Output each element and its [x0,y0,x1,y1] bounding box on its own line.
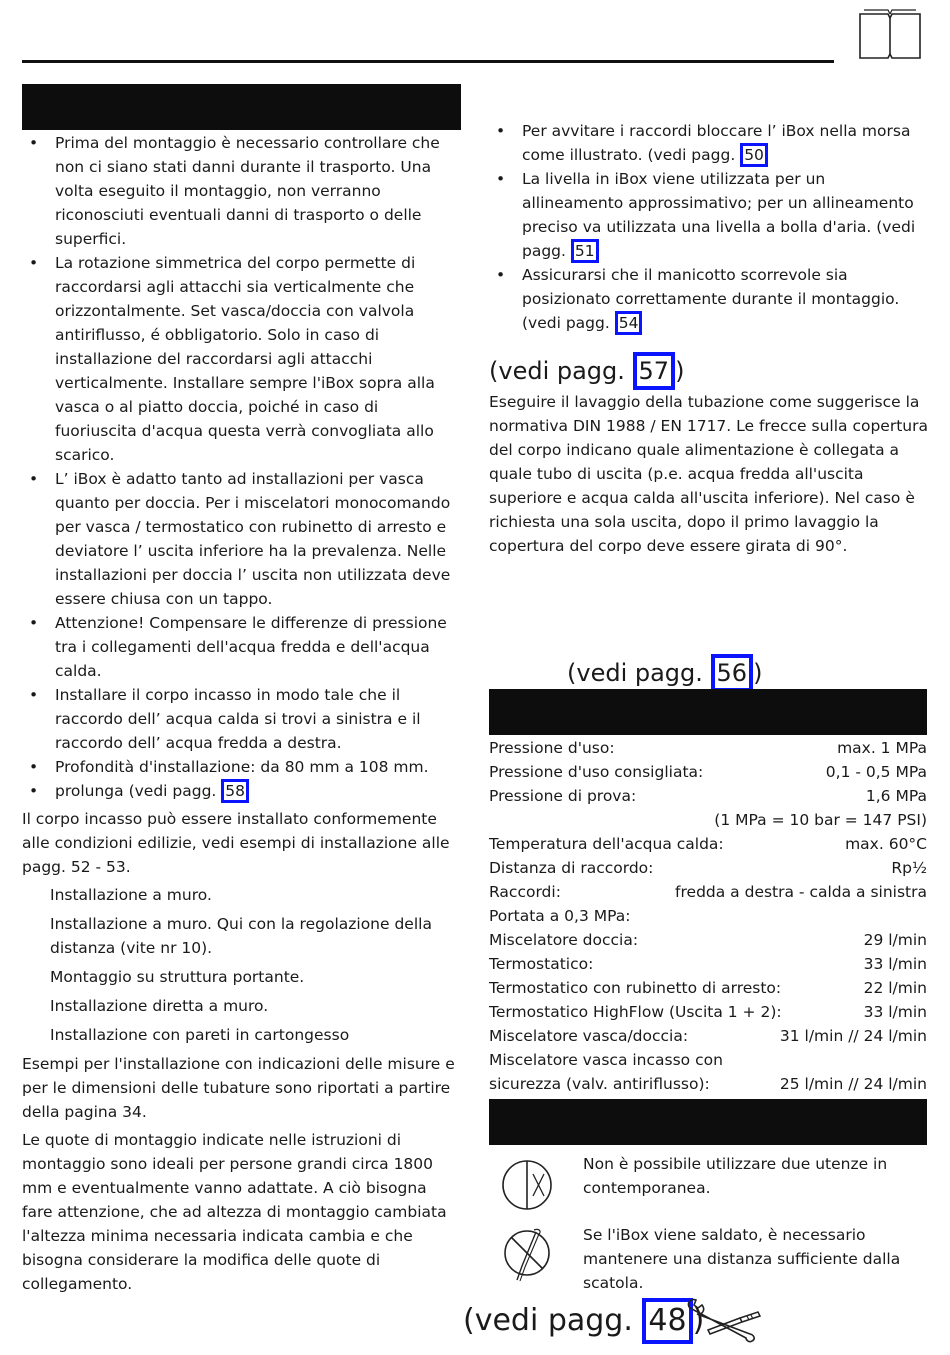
bottom-page-ref [463,1298,704,1344]
right-bullet-text: Assicurarsi che il manicotto scorrevole sia posizionato correttamente durante il montaggio. (vedi pagg. [522,266,900,332]
tech-label: Temperatura dell'acqua calda: [489,835,724,853]
page-ref-link[interactable]: 58 [221,779,249,803]
left-bullet-2: • La rotazione simmetrica del corpo permette di raccordarsi agli attacchi sia verticalmente che orizzontalmente. Set vasca/doccia con valvola antiriflusso, é obbligatorio. Solo in caso di installazione del raccordarsi agli attacchi verticalmente. Installare sempre l'iBox sopra alla vasca o al piatto doccia, poiché in caso di fuoriuscita d'acqua questa verrà convogliata allo scarico. [22,251,462,467]
tech-row [489,880,927,904]
quote-paragraph: Le quote di montaggio indicate nelle istruzioni di montaggio sono ideali per persone grandi circa 1800 mm e eventualmente vanno adattate. A ciò bisogna fare attenzione, che ad altezza di montaggio cambiata l'altezza minima necessaria indicata cambia e che bisogna considerare la modifica delle quote di collegamento. [22,1131,447,1293]
heading-paren: ) [675,357,685,385]
page-ref-link[interactable]: 54 [615,311,643,335]
tech-row [489,760,927,784]
right-bullet-3 [489,263,929,335]
tech-row [489,1024,927,1048]
page-ref-link[interactable]: 57 [633,352,676,390]
tech-label: Termostatico HighFlow (Uscita 1 + 2): [489,1003,782,1021]
tech-row [489,904,927,928]
tech-row [489,952,927,976]
tech-row [489,1072,927,1096]
right-bullets-block [489,119,929,335]
right-bullet-2 [489,167,929,263]
heading-paren: ) [692,1303,705,1338]
wrench-screwdriver-icon [684,1298,764,1346]
tech-row [489,784,927,808]
left-bullet-3: • L’ iBox è adatto tanto ad installazioni per vasca quanto per doccia. Per i miscelatori monocomando per vasca / termostatico con rubinetto di arresto e deviatore l’ uscita inferiore ha la prevalenza. Nelle installazioni per doccia l’ uscita non utilizzata deve essere chiusa con un tappo. [22,467,462,611]
page-ref-link[interactable]: 51 [571,239,599,263]
left-bullet-list [22,131,462,803]
tech-row [489,1048,927,1072]
right-bullet-list [489,119,929,335]
right-bullet-text: La livella in iBox viene utilizzata per un allineamento approssimativo; per un allineamento preciso va utilizzata una livella a bolla d'aria. (vedi pagg. [522,170,916,260]
tech-data-table [489,736,927,1096]
right-bullet-1 [489,119,929,167]
install-option: Installazione a muro. [50,886,212,904]
tech-value: 1,6 MPa [865,787,927,805]
install-option: Montaggio su struttura portante. [50,968,305,986]
book-icon [858,8,922,60]
tech-label: Miscelatore vasca/doccia: [489,1027,689,1045]
tech-row [489,856,927,880]
tech-label: Pressione d'uso: [489,739,615,757]
tech-value: 29 l/min [863,931,927,949]
intro-paragraph: Il corpo incasso può essere installato conformemente alle condizioni edilizie, vedi esempi di installazione alle pagg. 52 - 53. [22,810,450,876]
page-ref-link[interactable]: 50 [740,143,768,167]
bottom-ref-text: (vedi pagg. [463,1303,643,1338]
flush-heading-text: (vedi pagg. [489,357,633,385]
tech-value: 25 l/min // 24 l/min [779,1075,927,1093]
tech-row [489,928,927,952]
tech-row [489,976,927,1000]
left-bullet-5: • Installare il corpo incasso in modo tale che il raccordo dell’ acqua calda si trovi a sinistra e il raccordo dell’ acqua fredda a destra. [22,683,462,755]
tech-value: Rp½ [891,859,927,877]
tech-heading [567,654,762,692]
left-bullet-6: • Profondità d'installazione: da 80 mm a 108 mm. [22,755,462,779]
tech-label: Termostatico con rubinetto di arresto: [489,979,782,997]
prolunga-text: prolunga (vedi pagg. [55,782,222,800]
tech-value: 22 l/min [863,979,927,997]
no-parallel-use-icon [500,1158,554,1212]
note-parallel-use-text: Non è possibile utilizzare due utenze in contemporanea. [583,1155,888,1197]
tech-label: Portata a 0,3 MPa: [489,907,631,925]
tech-label: Distanza di raccordo: [489,859,654,877]
left-bullet-1: • Prima del montaggio è necessario controllare che non ci siano stati danni durante il trasporto. Una volta eseguito il montaggio, non verranno riconosciuti eventuali danni di trasporto o delle superfici. [22,131,462,251]
tech-row [489,736,927,760]
install-option: Installazione con pareti in cartongesso [50,1026,350,1044]
tech-row [489,808,927,832]
tech-value: fredda a destra - calda a sinistra [675,883,927,901]
page-ref-link[interactable]: 48 [642,1298,692,1344]
left-bullet-prolunga [22,779,462,803]
note-welding-text: Se l'iBox viene saldato, è necessario mantenere una distanza sufficiente dalla scatola. [583,1226,901,1292]
header-rule [22,60,834,63]
left-bullet-4: • Attenzione! Compensare le differenze di pressione tra i collegamenti dell'acqua fredda e dell'acqua calda. [22,611,462,683]
tech-value: max. 1 MPa [837,739,927,757]
no-welding-icon [500,1226,554,1284]
tech-label: Termostatico: [489,955,594,973]
install-option: Installazione diretta a muro. [50,997,269,1015]
tech-value: 0,1 - 0,5 MPa [825,763,927,781]
install-option: Installazione a muro. Qui con la regolazione della distanza (vite nr 10). [50,915,432,957]
tech-label: Miscelatore doccia: [489,931,639,949]
tech-value: 33 l/min [863,1003,927,1021]
left-column [22,131,462,1296]
tech-value: 31 l/min // 24 l/min [779,1027,927,1045]
tech-value: (1 MPa = 10 bar = 147 PSI) [714,811,927,829]
flush-paragraph: Eseguire il lavaggio della tubazione come suggerisce la normativa DIN 1988 / EN 1717. Le frecce sulla copertura del corpo indicano quale alimentazione è collegata a quale tubo di uscita (p.e. acqua fredda all'uscita superiore e acqua calda all'uscita inferiore). Nel caso è richiesta una sola uscita, dopo il primo lavaggio la copertura del corpo deve essere girata di 90°. [489,393,928,555]
tech-value: max. 60°C [845,835,927,853]
tech-row [489,1000,927,1024]
section-header-bar-tech [489,689,927,735]
tech-label: Pressione d'uso consigliata: [489,763,704,781]
tech-label: Pressione di prova: [489,787,637,805]
page-ref-link[interactable]: 56 [711,654,754,692]
section-header-bar-notes [489,1099,927,1145]
examples-paragraph: Esempi per l'installazione con indicazioni delle misure e per le dimensioni delle tubature sono riportati a partire della pagina 34. [22,1055,455,1121]
heading-paren: ) [753,659,763,687]
right-bullet-text: Per avvitare i raccordi bloccare l’ iBox nella morsa come illustrato. (vedi pagg. [522,122,911,164]
tech-row [489,832,927,856]
tech-label: sicurezza (valv. antiriflusso): [489,1075,710,1093]
tech-value: 33 l/min [863,955,927,973]
tech-heading-text: (vedi pagg. [567,659,711,687]
section-header-bar-left [22,84,461,130]
tech-label: Raccordi: [489,883,561,901]
install-options [22,883,462,1047]
tech-label: Miscelatore vasca incasso con [489,1051,723,1069]
flush-heading [489,352,684,390]
